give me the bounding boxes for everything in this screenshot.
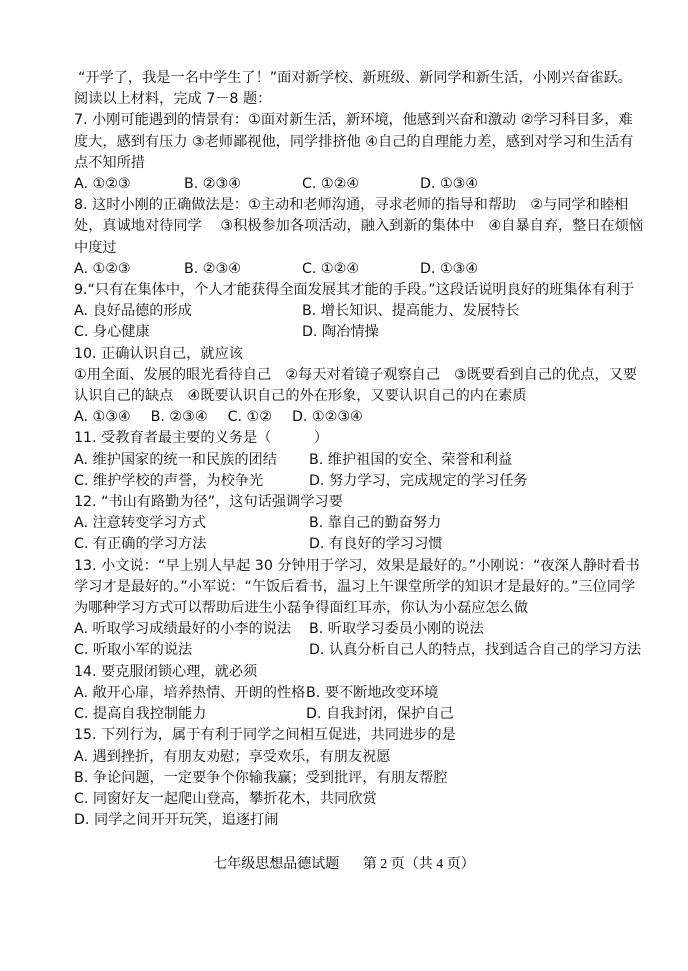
page-footer [0,853,688,873]
q9-option-b: B. 增长知识、提高能力、发展特长 [302,303,520,320]
q9-option-d: D. 陶冶情操 [302,324,379,341]
q13-option-d: D. 认真分析自己人的特点，找到适合自己的学习方法 [309,642,642,659]
q9-stem: 9.“只有在集体中，个人才能获得全面发展其才能的手段。”这段话说明良好的班集体有利于 [74,282,635,299]
q11-options-row-1 [74,450,644,471]
q8-option-a: A. ①②③ [74,260,131,277]
q11-option-d: D. 努力学习，完成规定的学习任务 [309,472,528,489]
q8-stem: 8. 这时小刚的正确做法是：①主动和老师沟通，寻求老师的指导和帮助 ②与同学和睦相处，真诚地对待同学 ③积极参加各项活动，融入到新的集体中 ④自暴自弃，整日在烦恼中度过 [74,197,644,256]
q14-options-row-2 [74,704,644,725]
q14-options-row-1 [74,683,644,704]
q7-option-d: D. ①③④ [420,176,479,193]
q10-option-d: D. ①②③④ [291,409,363,426]
q13-option-a: A. 听取学习成绩最好的小李的说法 [74,621,292,638]
q14-option-a: A. 敞开心扉，培养热情、开朗的性格 [74,684,306,701]
q7-option-b: B. ②③④ [184,176,241,193]
q7-stem: 7. 小刚可能遇到的情景有：①面对新生活，新环境，他感到兴奋和激动 ②学习科目多，难度大，感到有压力 ③老师鄙视他，同学排挤他 ④自己的自理能力差，感到对学习和生活有点不知所措 [74,112,634,171]
q12-option-a: A. 注意转变学习方式 [74,515,206,532]
footer-page-number: 第 2 页（共 4 页） [362,857,475,872]
q15-option-c: C. 同窗好友一起爬山登高，攀折花木，共同欣赏 [74,790,377,807]
q9-options-row-2 [74,322,644,343]
q9-option-a: A. 良好品德的形成 [74,303,192,320]
q12-option-b: B. 靠自己的勤奋努力 [309,515,442,532]
q13-options-row-2 [74,640,644,661]
q15-option-a: A. 遇到挫折，有朋友劝慰；享受欢乐，有朋友祝愿 [74,748,391,765]
q9-option-c: C. 身心健康 [74,324,150,341]
q8-option-d: D. ①③④ [420,260,479,277]
q11-stem: 11. 受教育者最主要的义务是（ ） [74,430,329,447]
footer-exam-title: 七年级思想品德试题 [213,857,340,872]
q10-option-a: A. ①③④ [74,409,131,426]
q8-option-c: C. ①②④ [302,260,360,277]
q13-option-b: B. 听取学习委员小刚的说法 [309,621,484,638]
q13-options-row-1 [74,619,644,640]
q12-option-c: C. 有正确的学习方法 [74,536,207,553]
q12-option-d: D. 有良好的学习习惯 [309,536,443,553]
q12-options-row-1 [74,513,644,534]
q15-option-d: D. 同学之间开开玩笑，追逐打闹 [74,812,279,829]
q10-body: ①用全面、发展的眼光看待自己 ②每天对着镜子观察自己 ③既要看到自己的优点，又要认识自己的缺点 ④既要认识自己的外在形象，又要认识自己的内在素质 [74,366,638,405]
q10-option-c: C. ①② [227,409,272,426]
q15-stem: 15. 下列行为，属于有利于同学之间相互促进，共同进步的是 [74,727,456,744]
q9-options-row-1 [74,301,644,322]
q14-stem: 14. 要克服闭锁心理，就必须 [74,663,258,680]
q13-stem: 13. 小文说：“早上别人早起 30 分钟用于学习，效果是最好的。”小刚说：“夜深人静时看书学习才是最好的。”小军说：“午饭后看书，温习上午课堂所学的知识才是最好的。”三位同学为哪种学习方式可以帮助后进生小磊争得面红耳赤，你认为小磊应怎么做 [74,557,640,617]
intro-line-1: “开学了，我是一名中学生了！”面对新学校、新班级、新同学和新生活，小刚兴奋雀跃。 [78,70,632,86]
q15-option-b: B. 争论问题，一定要争个你输我赢；受到批评，有朋友帮腔 [74,769,448,786]
intro-line-2: 阅读以上材料，完成 7－8 题： [74,91,272,108]
q12-stem: 12. “书山有路勤为径”，这句话强调学习要 [74,494,343,511]
q14-option-c: C. 提高自我控制能力 [74,706,207,723]
q11-option-c: C. 维护学校的声誉，为校争光 [74,472,264,489]
q8-option-b: B. ②③④ [184,260,241,277]
q7-options [74,174,644,195]
q14-option-d: D. 自我封闭，保护自己 [306,706,454,723]
q7-option-a: A. ①②③ [74,176,131,193]
q10-option-b: B. ②③④ [150,409,208,426]
q14-option-b: B. 要不断地改变环境 [306,684,439,701]
q11-options-row-2 [74,471,644,492]
q13-option-c: C. 听取小军的说法 [74,642,193,659]
q10-stem: 10. 正确认识自己，就应该 [74,345,243,362]
q12-options-row-2 [74,534,644,555]
q11-option-b: B. 维护祖国的安全、荣誉和利益 [309,451,513,468]
q10-options [74,407,644,428]
q11-option-a: A. 维护国家的统一和民族的团结 [74,451,277,468]
q7-option-c: C. ①②④ [302,176,360,193]
q8-options [74,259,644,280]
